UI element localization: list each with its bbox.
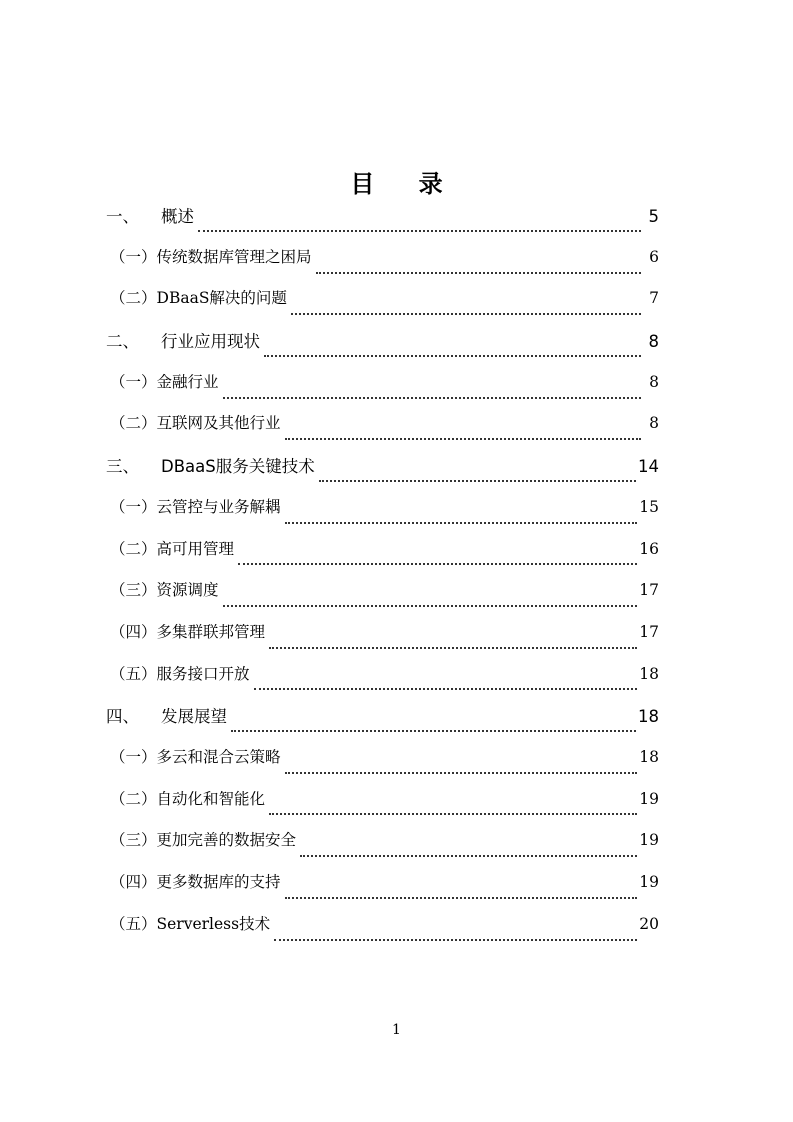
toc-entry-page: 16 <box>639 539 659 558</box>
toc-dot-leader <box>285 897 638 899</box>
toc-entry-label: 自动化和智能化 <box>156 789 266 808</box>
toc-dot-leader <box>285 438 641 440</box>
toc-entry-number: （一） <box>110 372 157 391</box>
toc-dot-leader <box>274 939 637 941</box>
page-number: 1 <box>392 1022 401 1038</box>
toc-subsection-entry[interactable] <box>106 745 659 787</box>
toc-subsection-entry[interactable] <box>106 245 659 287</box>
toc-dot-leader <box>231 730 636 732</box>
page-title: 目 录 <box>350 170 461 198</box>
toc-subsection-entry[interactable] <box>106 662 659 704</box>
toc-subsection-entry[interactable] <box>106 495 659 537</box>
toc-entry-label: 金融行业 <box>156 372 219 391</box>
toc-entry-label: 概述 <box>161 207 194 226</box>
toc-entry-label: 多集群联邦管理 <box>156 622 266 641</box>
toc-entry-number: （二） <box>110 539 157 558</box>
toc-subsection-entry[interactable] <box>106 286 659 328</box>
toc-subsection-entry[interactable] <box>106 578 659 620</box>
toc-entry-page: 8 <box>649 414 659 433</box>
toc-entry-number: （二） <box>110 289 157 308</box>
toc-dot-leader <box>238 563 637 565</box>
table-of-contents <box>106 203 659 953</box>
toc-entry-label: 服务接口开放 <box>156 664 250 683</box>
toc-section-entry[interactable] <box>106 703 659 745</box>
toc-entry-number: （二） <box>110 414 157 433</box>
toc-entry-number: （四） <box>110 622 157 641</box>
toc-dot-leader <box>285 772 638 774</box>
toc-subsection-entry[interactable] <box>106 411 659 453</box>
toc-entry-number: （二） <box>110 789 157 808</box>
toc-dot-leader <box>254 688 638 690</box>
toc-entry-page: 18 <box>639 747 659 766</box>
toc-entry-page: 20 <box>639 914 659 933</box>
toc-entry-label: 多云和混合云策略 <box>156 747 281 766</box>
toc-entry-page: 7 <box>649 289 659 308</box>
toc-entry-label: 云管控与业务解耦 <box>156 497 281 516</box>
toc-entry-number: （五） <box>110 664 157 683</box>
toc-dot-leader <box>223 397 641 399</box>
toc-entry-label: DBaaS解决的问题 <box>156 289 287 308</box>
toc-dot-leader <box>285 522 638 524</box>
toc-dot-leader <box>269 813 637 815</box>
toc-dot-leader <box>198 230 641 232</box>
toc-subsection-entry[interactable] <box>106 620 659 662</box>
toc-entry-number: （一） <box>110 497 157 516</box>
toc-entry-number: 二、 <box>106 332 139 352</box>
toc-entry-label: 行业应用现状 <box>161 332 260 352</box>
toc-entry-page: 19 <box>639 873 659 891</box>
toc-entry-page: 6 <box>649 247 659 266</box>
toc-entry-page: 18 <box>639 664 659 683</box>
toc-entry-label: 资源调度 <box>156 581 219 600</box>
toc-dot-leader <box>223 605 638 607</box>
toc-entry-page: 8 <box>649 372 659 391</box>
toc-entry-number: 四、 <box>106 707 139 727</box>
toc-entry-number: 一、 <box>106 207 139 226</box>
toc-subsection-entry[interactable] <box>106 370 659 412</box>
toc-entry-number: （三） <box>110 831 157 850</box>
toc-entry-number: （一） <box>110 247 157 266</box>
toc-dot-leader <box>264 355 641 357</box>
toc-entry-label: 高可用管理 <box>156 539 235 558</box>
toc-subsection-entry[interactable] <box>106 912 659 954</box>
toc-entry-label: 更加完善的数据安全 <box>156 831 297 850</box>
toc-subsection-entry[interactable] <box>106 787 659 829</box>
toc-entry-number: （五） <box>110 914 157 933</box>
toc-entry-label: 互联网及其他行业 <box>156 414 281 433</box>
toc-entry-number: （一） <box>110 747 157 766</box>
toc-section-entry[interactable] <box>106 328 659 370</box>
toc-section-entry[interactable] <box>106 203 659 245</box>
toc-entry-page: 14 <box>638 457 659 477</box>
toc-entry-label: DBaaS服务关键技术 <box>161 457 315 477</box>
toc-entry-label: 发展展望 <box>161 707 227 727</box>
toc-entry-page: 17 <box>639 622 659 641</box>
toc-subsection-entry[interactable] <box>106 537 659 579</box>
toc-section-entry[interactable] <box>106 453 659 495</box>
toc-entry-page: 15 <box>639 497 659 516</box>
toc-entry-number: （三） <box>110 581 157 600</box>
toc-subsection-entry[interactable] <box>106 828 659 870</box>
toc-entry-page: 8 <box>648 332 659 352</box>
toc-dot-leader <box>300 855 637 857</box>
toc-entry-label: 传统数据库管理之困局 <box>156 247 312 266</box>
toc-entry-page: 17 <box>639 581 659 600</box>
toc-entry-page: 19 <box>639 789 659 808</box>
toc-entry-label: Serverless技术 <box>156 914 271 933</box>
toc-entry-number: 三、 <box>106 457 139 477</box>
toc-entry-page: 5 <box>648 207 659 226</box>
toc-entry-page: 18 <box>638 707 659 727</box>
toc-entry-page: 19 <box>639 831 659 850</box>
toc-dot-leader <box>291 313 641 315</box>
toc-entry-label: 更多数据库的支持 <box>156 873 281 891</box>
toc-dot-leader <box>316 272 641 274</box>
toc-dot-leader <box>269 647 637 649</box>
toc-dot-leader <box>319 480 636 482</box>
toc-entry-number: （四） <box>110 873 157 891</box>
toc-subsection-entry[interactable] <box>106 870 659 912</box>
